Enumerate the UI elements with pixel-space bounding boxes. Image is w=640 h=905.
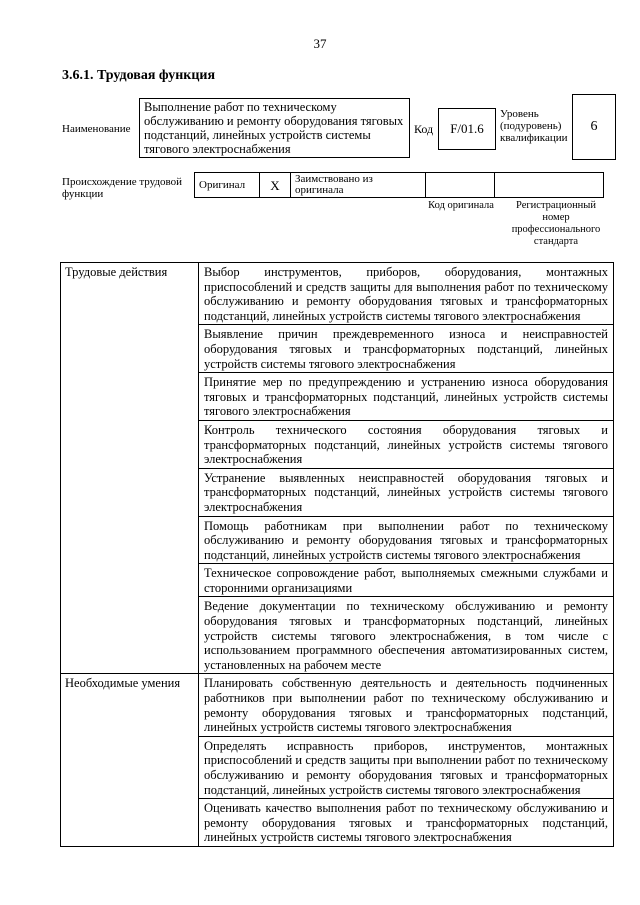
table-row bbox=[61, 263, 614, 325]
function-details-table bbox=[60, 262, 614, 847]
section-item: Устранение выявленных неисправностей оборудования тяговых и трансформаторных подстанций, линейных устройств системы тягового электроснабжения bbox=[199, 468, 614, 516]
original-label: Оригинал bbox=[195, 173, 260, 198]
section-item: Помощь работникам при выполнении работ по техническому обслуживанию и ремонту оборудования тяговых и трансформаторных подстанций, линейных устройств системы тягового электроснабжения bbox=[199, 516, 614, 564]
code-caption: Код оригинала bbox=[428, 200, 494, 211]
section-item: Выбор инструментов, приборов, оборудования, монтажных приспособлений и средств защиты для выполнения работ по техническому обслуживанию и ремонту оборудования тяговых и трансформаторных подстанций, линейных устройств системы тягового электроснабжения bbox=[199, 263, 614, 325]
borrowed-label: Заимствовано из оригинала bbox=[291, 173, 426, 198]
origin-table bbox=[194, 172, 604, 198]
registration-number-cell bbox=[495, 173, 604, 198]
section-title: 3.6.1. Трудовая функция bbox=[62, 68, 216, 83]
page-number: 37 bbox=[313, 36, 327, 51]
level-label: Уровень (подуровень) квалификации bbox=[500, 108, 568, 144]
section-category: Трудовые действия bbox=[61, 263, 199, 674]
qualification-level: 6 bbox=[572, 94, 616, 160]
function-code: F/01.6 bbox=[438, 108, 496, 150]
section-item: Контроль технического состояния оборудования тяговых и трансформаторных подстанций, линейных устройств системы тягового электроснабжения bbox=[199, 420, 614, 468]
original-code-cell bbox=[426, 173, 495, 198]
function-name: Выполнение работ по техническому обслуживанию и ремонту оборудования тяговых подстанций, линейных устройств системы тягового электроснабжения bbox=[139, 98, 410, 158]
section-item: Оценивать качество выполнения работ по техническому обслуживанию и ремонту оборудования тяговых и трансформаторных подстанций, линейных устройств системы тягового электроснабжения bbox=[199, 799, 614, 847]
origin-label: Происхождение трудовой функции bbox=[62, 176, 183, 200]
section-item: Ведение документации по техническому обслуживанию и ремонту оборудования тяговых и трансформаторных подстанций, линейных устройств системы тягового электроснабжения, в том числе с использованием программного обеспечения автоматизированных систем, установленных на рабочем месте bbox=[199, 597, 614, 674]
name-label: Наименование bbox=[62, 123, 131, 135]
section-item: Техническое сопровождение работ, выполняемых смежными службами и сторонними организациями bbox=[199, 564, 614, 597]
table-row bbox=[61, 674, 614, 736]
section-item: Выявление причин преждевременного износа и неисправностей оборудования тяговых и трансформаторных подстанций, линейных устройств системы тягового электроснабжения bbox=[199, 325, 614, 373]
code-label: Код bbox=[414, 122, 434, 136]
original-mark: X bbox=[260, 173, 291, 198]
section-item: Принятие мер по предупреждению и устранению износа оборудования тяговых и трансформаторных подстанций, линейных устройств системы тягового электроснабжения bbox=[199, 373, 614, 421]
section-item: Определять исправность приборов, инструментов, монтажных приспособлений и средств защиты при выполнении работ по техническому обслуживанию и ремонту оборудования тяговых и трансформаторных подстанций, линейных устройств системы тягового электроснабжения bbox=[199, 736, 614, 798]
section-item: Планировать собственную деятельность и деятельность подчиненных работников при выполнении работ по техническому обслуживанию и ремонту оборудования тяговых и трансформаторных подстанций, линейных устройств системы тягового электроснабжения bbox=[199, 674, 614, 736]
registration-caption: Регистрационный номер профессионального стандарта bbox=[511, 200, 601, 247]
section-category: Необходимые умения bbox=[61, 674, 199, 847]
